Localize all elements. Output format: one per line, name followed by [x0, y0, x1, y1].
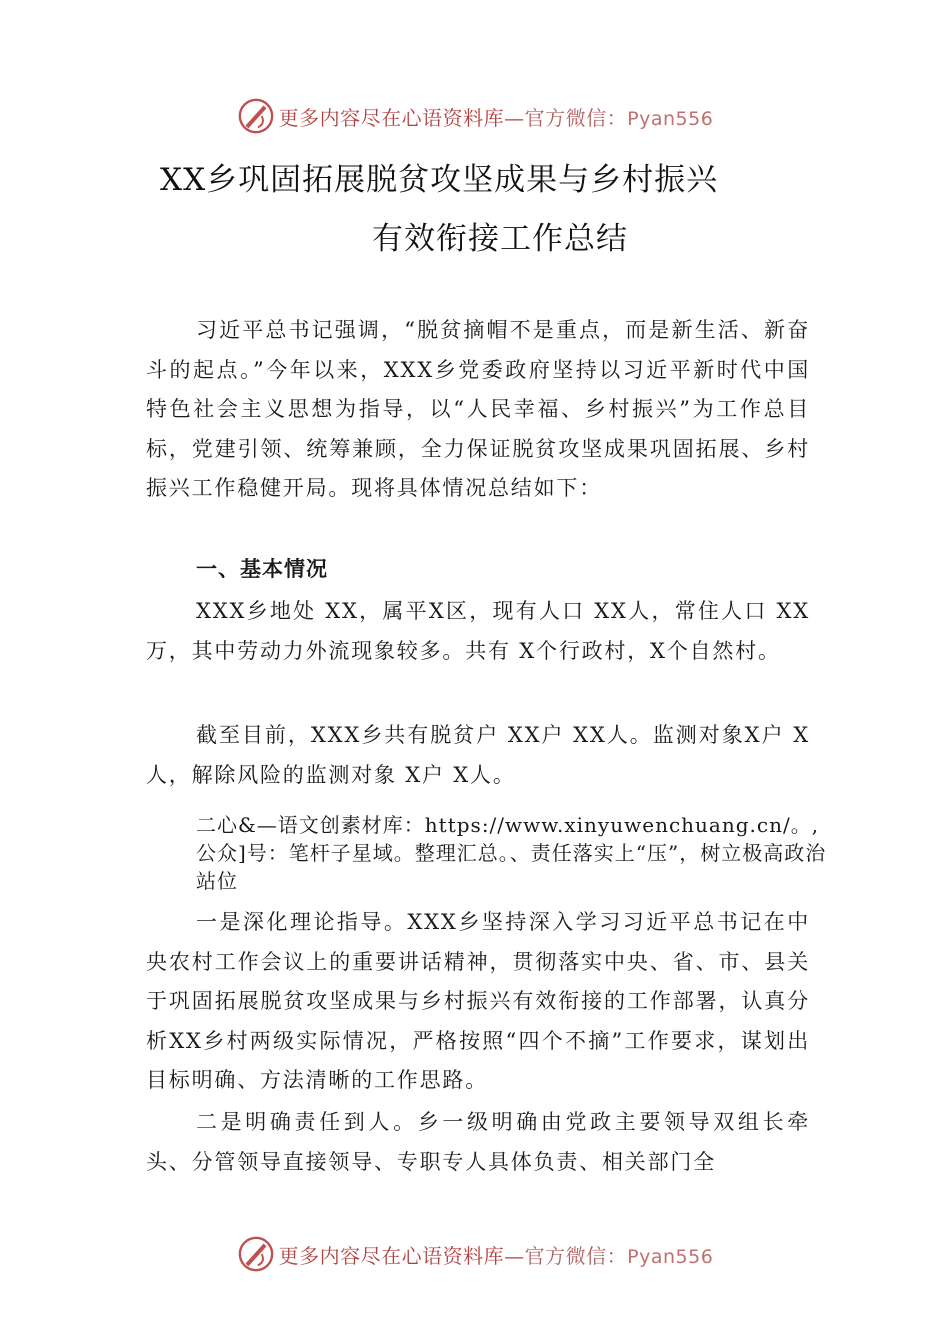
- point-one-paragraph: 一是深化理论指导。XXX乡坚持深入学习习近平总书记在中央农村工作会议上的重要讲话精神，贯彻落实中央、省、市、县关于巩固拓展脱贫攻坚成果与乡村振兴有效衔接的工作部署，认真分析XX乡村两级实际情况，严格按照“四个不摘”工作要求，谋划出目标明确、方法清晰的工作思路。: [146, 910, 810, 1092]
- banner-wechat-label: 官方微信：: [524, 105, 628, 130]
- banner-library-text: 更多内容尽在心语资料库—: [278, 1243, 525, 1268]
- banner-wechat-label: 官方微信：: [524, 1243, 628, 1268]
- poverty-stats-paragraph: 截至目前，XXX乡共有脱贫户 XX户 XX人。监测对象X户 X人，解除风险的监测对象 X户 X人。: [146, 723, 810, 787]
- banner-wechat-id: Pyan556: [627, 1245, 714, 1268]
- banner-wechat-id: Pyan556: [627, 107, 714, 130]
- watermark-note-paragraph: 二心&—语文创素材库：https://www.xinyuwenchuang.cn/。,公众]号：笔杆子星域。整理汇总。、责任落实上“压”，树立极高政治站位: [196, 813, 827, 893]
- header-banner: [0, 96, 950, 136]
- footer-banner: [0, 1234, 950, 1274]
- document-title-line1: XX乡巩固拓展脱贫攻坚成果与乡村振兴: [160, 162, 719, 198]
- pen-logo-icon: [237, 1235, 275, 1273]
- document-title-line2: 有效衔接工作总结: [372, 221, 628, 257]
- banner-library-text: 更多内容尽在心语资料库—: [278, 105, 525, 130]
- banner-text: [279, 102, 714, 131]
- basic-info-paragraph: XXX乡地处 XX，属平X区，现有人口 XX人，常住人口 XX万，其中劳动力外流现象较多。共有 X个行政村，X个自然村。: [146, 599, 810, 663]
- pen-logo-icon: [237, 97, 275, 135]
- banner-text: [279, 1240, 714, 1269]
- point-two-paragraph: 二是明确责任到人。乡一级明确由党政主要领导双组长牵头、分管领导直接领导、专职专人具体负责、相关部门全: [146, 1110, 810, 1174]
- section-heading-basic: 一、基本情况: [196, 557, 328, 581]
- intro-paragraph: 习近平总书记强调，“脱贫摘帽不是重点，而是新生活、新奋斗的起点。”今年以来，XXX乡党委政府坚持以习近平新时代中国特色社会主义思想为指导，以“人民幸福、乡村振兴”为工作总目标，党建引领、统筹兼顾，全力保证脱贫攻坚成果巩固拓展、乡村振兴工作稳健开局。现将具体情况总结如下：: [146, 318, 810, 500]
